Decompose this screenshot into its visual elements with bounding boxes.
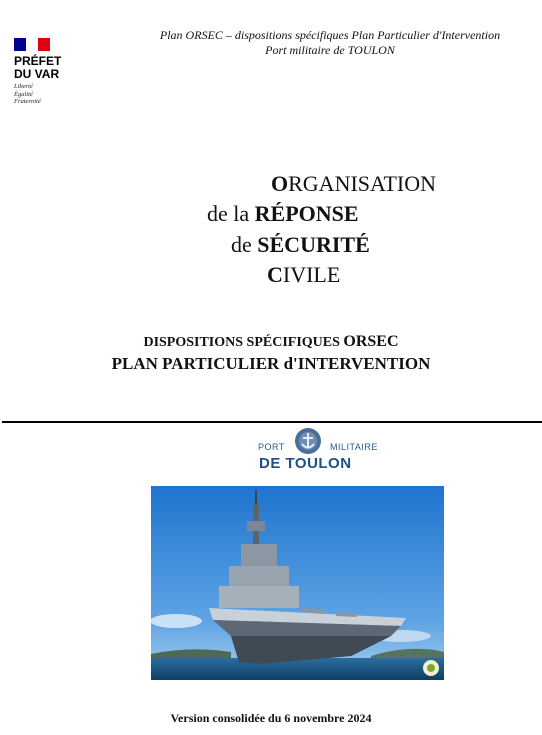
- title-rest-4: IVILE: [282, 262, 341, 287]
- motto-egalite: Égalité: [14, 90, 33, 98]
- port-logo-port: PORT: [258, 442, 285, 452]
- version-date: Version consolidée du 6 novembre 2024: [170, 711, 372, 725]
- document-header: [120, 28, 540, 58]
- motto-fraternite: Fraternité: [14, 98, 41, 105]
- horizontal-rule: [2, 421, 542, 423]
- title-initial-c: C: [267, 262, 283, 287]
- french-flag-icon: [14, 38, 50, 51]
- title-rest-1: RGANISATION: [288, 171, 437, 196]
- title-line-3: [231, 231, 370, 259]
- subtitle-orsec: ORSEC: [343, 333, 399, 350]
- title-pre-2: de la: [207, 201, 255, 226]
- prefecture-name-line1: PRÉFET: [14, 54, 62, 68]
- prefecture-name: [14, 55, 84, 81]
- title-line-2: [207, 200, 359, 228]
- subtitle-line-1: [0, 332, 542, 353]
- motto-liberte: Liberté: [14, 83, 33, 90]
- subtitle-line-2: PLAN PARTICULIER d'INTERVENTION: [111, 354, 431, 373]
- port-logo-militaire: MILITAIRE: [330, 442, 378, 452]
- subtitle-pre: DISPOSITIONS SPÉCIFIQUES: [143, 335, 344, 350]
- title-reponse: RÉPONSE: [254, 201, 359, 226]
- header-line-plan: Plan ORSEC – dispositions spécifiques Plan Particulier d'Intervention: [159, 28, 501, 42]
- prefecture-name-line2: DU VAR: [14, 67, 60, 81]
- title-pre-3: de: [231, 232, 258, 257]
- anchor-emblem-icon: [294, 427, 322, 455]
- port-logo: [254, 425, 394, 473]
- title-line-4: [267, 261, 340, 289]
- port-logo-toulon: DE TOULON: [259, 455, 352, 472]
- header-line-port: Port militaire de TOULON: [265, 43, 395, 57]
- subtitle: [0, 332, 542, 375]
- prefecture-logo: [14, 38, 84, 106]
- republic-motto: [14, 83, 84, 106]
- title-line-1: [271, 170, 436, 198]
- aircraft-carrier-photo: [151, 486, 444, 680]
- title-securite: SÉCURITÉ: [257, 232, 370, 257]
- title-initial-o: O: [271, 171, 289, 196]
